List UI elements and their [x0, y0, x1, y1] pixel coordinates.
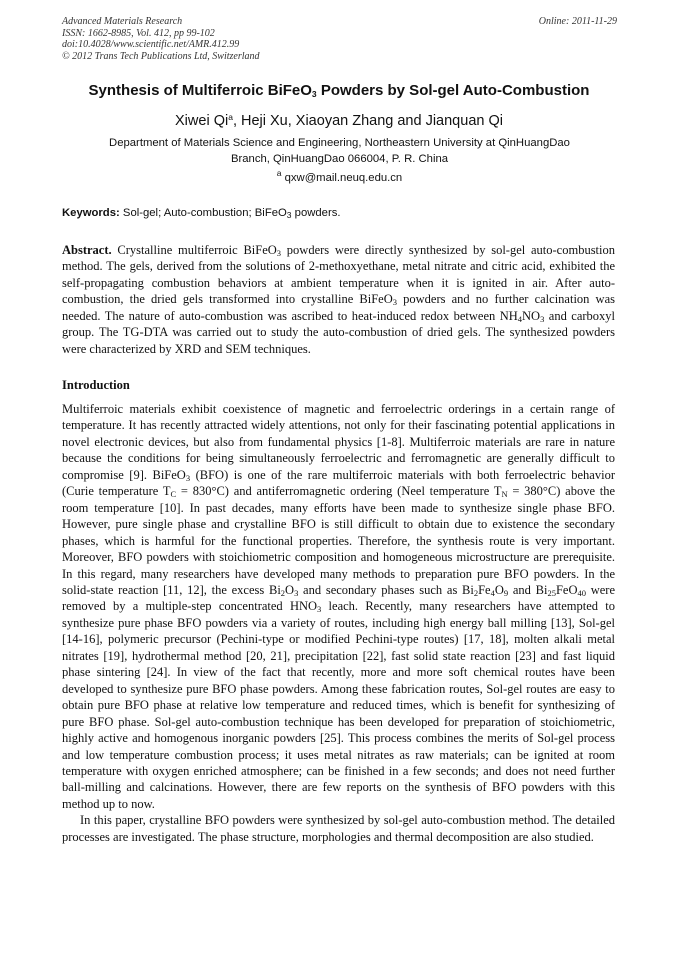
journal-name: Advanced Materials Research [62, 16, 183, 27]
section-heading-introduction: Introduction [62, 378, 130, 392]
introduction-paragraph-2: In this paper, crystalline BFO powders were synthesized by sol-gel auto-combustion method. The detailed processes are investigated. The phase structure, morphologies and thermal decomposition are also studied. [62, 813, 615, 844]
author-email[interactable]: $^a$ qxw@mail.neuq.edu.cn [276, 168, 403, 184]
affiliation: Department of Materials Science and Engineering, Northeastern University at QinHuangDao Branch, QinHuangDao 066004, P. R. China [109, 137, 570, 165]
paper-title: Synthesis of Multiferroic BiFeO$_3$ Powders by Sol-gel Auto-Combustion [88, 82, 590, 99]
keywords: Keywords: Sol-gel; Auto-combustion; BiFeO$_3$ powders. [62, 207, 341, 220]
doi[interactable]: doi:10.4028/www.scientific.net/AMR.412.99 [62, 39, 240, 50]
abstract-label: Abstract. [62, 243, 112, 257]
copyright: © 2012 Trans Tech Publications Ltd, Switzerland [62, 50, 260, 62]
journal-header [62, 16, 617, 62]
abstract: Abstract. Crystalline multiferroic BiFeO$_3$ powders were directly synthesized by sol-gel auto-combustion method. The gels, derived from the solutions of 2-methoxyethane, metal nitrate and citric acid, exhibited the self-propagating combustion behaviors at ambient temperature when it is ignited in air. After auto-combustion, the dried gels transformed into crystalline BiFeO$_3$ powders and no further calcination was needed. The nature of auto-combustion was ascribed to heat-induced redox between $NH_4NO_3$ and carboxyl group. The TG-DTA was carried out to study the auto-combustion of dried gels. The synthesized powders were characterized by XRD and SEM techniques. [62, 243, 616, 356]
online-date: Online: 2011-11-29 [538, 16, 617, 27]
introduction-body [62, 401, 615, 845]
issn: ISSN: 1662-8985, Vol. 412, pp 99-102 [62, 27, 215, 39]
author-list: Xiwei Qi$^a$, Heji Xu, Xiaoyan Zhang and Jianquan Qi [175, 112, 503, 129]
keywords-label: Keywords: [62, 207, 120, 219]
introduction-paragraph-1: Multiferroic materials exhibit coexistence of magnetic and ferroelectric orderings in a certain range of temperature. It has recently attracted widely attentions, not only for their fascinating potential applications in novel electronic devices, but also from fundamental physics [1-8]. Multiferroic materials are rare in nature because the conditions for being simultaneously ferroelectric and ferromagnetic are generally difficult to compromise [9]. BiFeO$_3$ (BFO) is one of the rare multiferroic materials with both ferroelectric behavior (Curie temperature $T_C = 830^\circ C$) and antiferromagnetic ordering (Neel temperature $T_N = 380^\circ C$) above the room temperature [10]. In past decades, many efforts have been made to synthesize single phase BFO. However, pure single phase and crystalline BFO is still difficult to obtain due to existence the secondary phases, which is harmful for the functional properties. Therefore, the synthesis route is very important. Moreover, BFO powders with stoichiometric composition and homogeneous microstructure are prerequisite. In this regard, many researchers have developed many methods to preparation pure BFO powders. In the solid-state reaction [11, 12], the excess $Bi_2O_3$ and secondary phases such as $Bi_2Fe_4O_9$ and $Bi_{25}FeO_{40}$ were removed by a multiple-step concentrated $HNO_3$ leach. Recently, many researchers have attempted to synthesize pure phase BFO powders via a variety of routes, including high energy ball milling [13], Sol-gel [14-16], polymeric precursor (Pechini-type or modified Pechini-type routes) [17, 18], molten alkali metal nitrates [19], hydrothermal method [20, 21], precipitation [22], fast solid state reaction [23] and fast liquid phase sintering [24]. In view of the fact that recently, more and more soft chemical routes have been developed to synthesize pure BFO phase powders. Among these fabrication routes, Sol-gel routes are easy to obtain pure BFO phase at relative low temperature and reduced times, which is benefit for synthesizing of pure BFO phase. Sol-gel auto-combustion technique has been developed for preparation of stoichiometric, highly active and homogenous inorganic powders [25]. This process combines the merits of Sol-gel process and low temperature combustion process; it uses metal nitrates as raw materials; can be ignited at room temperature with oxygen enriched atmosphere; can be finished in a few seconds; and does not need further ball-milling and calcinations. However, there are few reports on the synthesis of BFO powders with this method up to now. [62, 402, 616, 811]
